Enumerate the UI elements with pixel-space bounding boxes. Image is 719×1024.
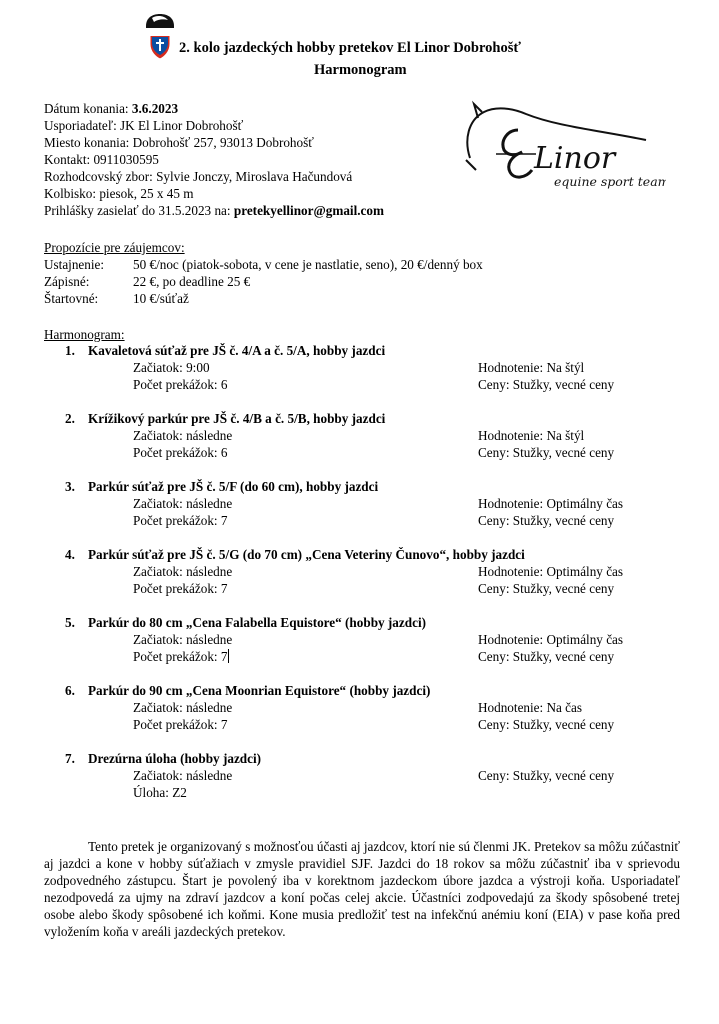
info-venue: Miesto konania: Dobrohošť 257, 93013 Dobrohošť [44, 135, 314, 150]
item-obstacles: Počet prekážok: 7 [133, 581, 228, 596]
info-date: Dátum konania: 3.6.2023 [44, 101, 179, 116]
registration-email-link[interactable]: pretekyellinor@gmail.com [233, 203, 384, 218]
el-linor-logo [456, 100, 666, 196]
propozicie-value-entry: 22 €, po deadline 25 € [133, 274, 251, 289]
item-number: 4. [65, 547, 75, 562]
item-prizes: Ceny: Stužky, vecné ceny [478, 768, 615, 783]
item-title: Parkúr súťaž pre JŠ č. 5/G (do 70 cm) „Cena Veteriny Čunovo“, hobby jazdci [88, 547, 525, 562]
propozicie-label-entry: Zápisné: [44, 274, 90, 289]
logo-brand-text: Linor [534, 141, 616, 176]
harmonogram-heading: Harmonogram: [44, 327, 125, 342]
item-obstacles: Počet prekážok: 6 [133, 377, 228, 392]
item-start: Začiatok: následne [133, 428, 233, 443]
info-organizer: Usporiadateľ: JK El Linor Dobrohošť [44, 118, 244, 133]
item-number: 3. [65, 479, 75, 494]
item-obstacles: Počet prekážok: 7 [133, 649, 228, 664]
item-number: 1. [65, 343, 75, 358]
page-title: 2. kolo jazdeckých hobby pretekov El Linor Dobrohošť [179, 40, 521, 56]
item-number: 7. [65, 751, 75, 766]
item-title: Drezúrna úloha (hobby jazdci) [88, 751, 262, 766]
item-prizes: Ceny: Stužky, vecné ceny [478, 717, 615, 732]
item-obstacles: Počet prekážok: 7 [133, 717, 228, 732]
item-title: Parkúr do 90 cm „Cena Moonrian Equistore“ (hobby jazdci) [88, 683, 431, 698]
item-prizes: Ceny: Stužky, vecné ceny [478, 445, 615, 460]
info-registration: Prihlášky zasielať do 31.5.2023 na: pretekyellinor@gmail.com [44, 203, 384, 218]
info-contact: Kontakt: 0911030595 [44, 152, 159, 167]
item-number: 6. [65, 683, 75, 698]
item-title: Parkúr do 80 cm „Cena Falabella Equistore“ (hobby jazdci) [88, 615, 427, 630]
item-start: Začiatok: následne [133, 700, 233, 715]
item-number: 5. [65, 615, 75, 630]
item-title: Krížikový parkúr pre JŠ č. 4/B a č. 5/B, hobby jazdci [88, 411, 386, 426]
item-judging: Hodnotenie: Optimálny čas [478, 564, 624, 579]
propozicie-label-stabling: Ustajnenie: [44, 257, 105, 272]
item-obstacles: Počet prekážok: 7 [133, 513, 228, 528]
propozicie-value-start: 10 €/súťaž [133, 291, 189, 306]
item-start: Začiatok: následne [133, 768, 233, 783]
item-judging: Hodnotenie: Na štýl [478, 428, 585, 443]
propozicie-value-stabling: 50 €/noc (piatok-sobota, v cene je nastlatie, seno), 20 €/denný box [133, 257, 483, 272]
item-obstacles: Počet prekážok: 6 [133, 445, 228, 460]
item-task: Úloha: Z2 [133, 785, 187, 800]
item-prizes: Ceny: Stužky, vecné ceny [478, 581, 615, 596]
item-judging: Hodnotenie: Optimálny čas [478, 496, 624, 511]
item-judging: Hodnotenie: Na štýl [478, 360, 585, 375]
propozicie-heading: Propozície pre záujemcov: [44, 240, 185, 255]
text-cursor [228, 649, 229, 663]
closing-paragraph: Tento pretek je organizovaný s možnosťou účasti aj jazdcov, ktorí nie sú členmi JK. Pretekov sa môžu zúčastniť aj jazdci a kone v hobby súťažiach v zmysle pravidiel SJF. Jazdci do 18 rokov sa môžu zúčastniť iba v sprievodu zodpovedného zástupcu. Štart je povolený iba v korektnom jazdeckom úbore jazdca a výstroji koňa. Usporiadateľ nezodpovedá za ujmy na zdraví jazdcov a koní počas celej akcie. Účastníci zodpovedajú za škody spôsobené tretej osobe alebo škody spôsobené ich koňmi. Kone musia predložiť test na infekčnú anémiu koní (EIA) v pase koňa pred vyložením koňa v areáli jazdeckých pretekov. [44, 839, 680, 939]
item-judging: Hodnotenie: Na čas [478, 700, 582, 715]
info-arena: Kolbisko: piesok, 25 x 45 m [44, 186, 194, 201]
info-judges: Rozhodcovský zbor: Sylvie Jonczy, Miroslava Hačundová [44, 169, 353, 184]
item-title: Parkúr súťaž pre JŠ č. 5/F (do 60 cm), hobby jazdci [88, 479, 379, 494]
item-start: Začiatok: následne [133, 564, 233, 579]
item-start: Začiatok: 9:00 [133, 360, 210, 375]
item-title: Kavaletová súťaž pre JŠ č. 4/A a č. 5/A, hobby jazdci [88, 343, 386, 358]
item-start: Začiatok: následne [133, 496, 233, 511]
item-prizes: Ceny: Stužky, vecné ceny [478, 513, 615, 528]
page-subtitle: Harmonogram [314, 62, 407, 78]
item-number: 2. [65, 411, 75, 426]
item-start: Začiatok: následne [133, 632, 233, 647]
item-judging: Hodnotenie: Optimálny čas [478, 632, 624, 647]
logo-tagline: equine sport team [554, 174, 666, 189]
propozicie-label-start: Štartovné: [44, 291, 99, 306]
item-prizes: Ceny: Stužky, vecné ceny [478, 377, 615, 392]
item-prizes: Ceny: Stužky, vecné ceny [478, 649, 615, 664]
federation-emblem [140, 12, 180, 62]
